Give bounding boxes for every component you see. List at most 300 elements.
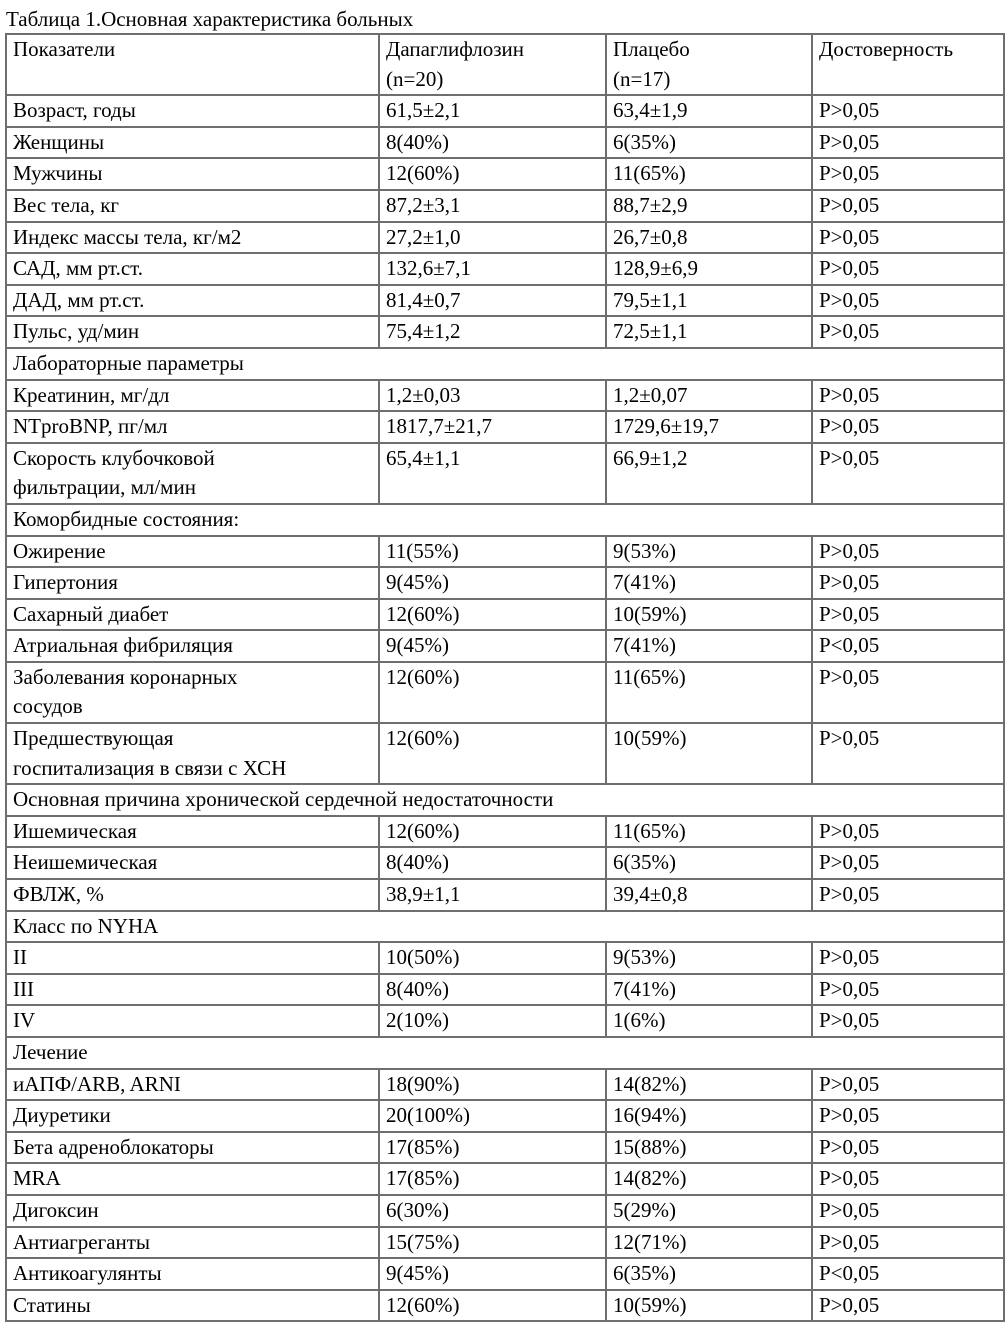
indicator-cell-text: САД, мм рт.ст.	[13, 256, 144, 281]
indicator-cell	[6, 443, 379, 504]
table-row	[6, 662, 1004, 723]
dapagliflozin-cell-text: 75,4±1,2	[386, 319, 461, 344]
significance-cell-text: P>0,05	[819, 224, 880, 249]
section-heading	[6, 1037, 1004, 1069]
placebo-cell-text: 7(41%)	[613, 570, 676, 595]
dapagliflozin-cell-text: 12(60%)	[386, 1292, 460, 1317]
table-row	[6, 599, 1004, 631]
placebo-cell-text: 128,9±6,9	[613, 256, 699, 281]
placebo-cell	[606, 316, 812, 348]
dapagliflozin-cell	[379, 380, 606, 412]
header-indicators-label: Показатели	[13, 37, 116, 61]
indicator-cell	[6, 1005, 379, 1037]
placebo-cell	[606, 1227, 812, 1259]
significance-cell	[812, 662, 1004, 723]
placebo-cell	[606, 662, 812, 723]
significance-cell-text: P>0,05	[819, 1134, 880, 1159]
significance-cell	[812, 599, 1004, 631]
placebo-cell	[606, 1100, 812, 1132]
significance-cell-text: P>0,05	[819, 129, 880, 154]
significance-cell	[812, 158, 1004, 190]
indicator-cell-text: Предшествующая	[13, 726, 174, 751]
placebo-cell	[606, 879, 812, 911]
placebo-cell-text: 16(94%)	[613, 1103, 687, 1128]
dapagliflozin-cell-text: 132,6±7,1	[386, 256, 472, 281]
indicator-cell	[6, 380, 379, 412]
table-row	[6, 974, 1004, 1006]
dapagliflozin-cell	[379, 974, 606, 1006]
indicator-cell	[6, 95, 379, 127]
significance-cell	[812, 253, 1004, 285]
significance-cell	[812, 630, 1004, 662]
dapagliflozin-cell	[379, 723, 606, 784]
dapagliflozin-cell-text: 1,2±0,03	[386, 382, 461, 407]
dapagliflozin-cell	[379, 942, 606, 974]
table-row	[6, 942, 1004, 974]
significance-cell	[812, 190, 1004, 222]
indicator-cell-text: III	[13, 976, 34, 1001]
placebo-cell-text: 14(82%)	[613, 1166, 687, 1191]
indicator-cell-text: Женщины	[13, 129, 105, 154]
dapagliflozin-cell	[379, 443, 606, 504]
dapagliflozin-cell	[379, 190, 606, 222]
significance-cell-text: P>0,05	[819, 664, 880, 689]
indicator-cell-text: Антиагреганты	[13, 1229, 151, 1254]
placebo-cell-text: 66,9±1,2	[613, 445, 688, 470]
significance-cell	[812, 1195, 1004, 1227]
significance-cell-text: P>0,05	[819, 1008, 880, 1033]
placebo-cell	[606, 190, 812, 222]
dapagliflozin-cell-text: 20(100%)	[386, 1103, 470, 1128]
dapagliflozin-cell	[379, 127, 606, 159]
dapagliflozin-cell	[379, 1290, 606, 1322]
section-row	[6, 348, 1004, 380]
dapagliflozin-cell	[379, 662, 606, 723]
table-row	[6, 1163, 1004, 1195]
placebo-cell-text: 5(29%)	[613, 1197, 676, 1222]
placebo-cell-text: 63,4±1,9	[613, 98, 688, 123]
dapagliflozin-cell	[379, 1132, 606, 1164]
dapagliflozin-cell	[379, 567, 606, 599]
indicator-cell-text: Статины	[13, 1292, 91, 1317]
indicator-cell-text: Возраст, годы	[13, 98, 136, 123]
significance-cell-text: P>0,05	[819, 414, 880, 439]
placebo-cell-text: 7(41%)	[613, 976, 676, 1001]
dapagliflozin-cell	[379, 411, 606, 443]
dapagliflozin-cell-text: 12(60%)	[386, 601, 460, 626]
section-heading	[6, 784, 1004, 816]
placebo-cell	[606, 567, 812, 599]
placebo-cell-text: 6(35%)	[613, 1261, 676, 1286]
section-row	[6, 911, 1004, 943]
indicator-cell	[6, 1100, 379, 1132]
dapagliflozin-cell-text: 27,2±1,0	[386, 224, 461, 249]
table-row	[6, 630, 1004, 662]
significance-cell-text: P>0,05	[819, 882, 880, 907]
dapagliflozin-cell-text: 8(40%)	[386, 976, 449, 1001]
significance-cell-text: P>0,05	[819, 726, 880, 751]
placebo-cell	[606, 1258, 812, 1290]
section-heading-text: Класс по NYHA	[13, 913, 159, 938]
significance-cell	[812, 974, 1004, 1006]
significance-cell-text: P>0,05	[819, 445, 880, 470]
indicator-cell	[6, 879, 379, 911]
dapagliflozin-cell	[379, 847, 606, 879]
patient-characteristics-table	[5, 33, 1005, 1322]
table-row	[6, 285, 1004, 317]
dapagliflozin-cell	[379, 1163, 606, 1195]
placebo-cell-text: 10(59%)	[613, 726, 687, 751]
placebo-cell-text: 6(35%)	[613, 850, 676, 875]
dapagliflozin-cell	[379, 599, 606, 631]
significance-cell-text: P>0,05	[819, 1071, 880, 1096]
significance-cell-text: P<0,05	[819, 633, 880, 658]
header-significance	[812, 34, 1004, 95]
placebo-cell-text: 11(65%)	[613, 818, 686, 843]
significance-cell-text: P>0,05	[819, 319, 880, 344]
dapagliflozin-cell	[379, 95, 606, 127]
section-heading-text: Коморбидные состояния:	[13, 506, 240, 531]
placebo-cell-text: 14(82%)	[613, 1071, 687, 1096]
section-heading	[6, 348, 1004, 380]
dapagliflozin-cell-text: 18(90%)	[386, 1071, 460, 1096]
indicator-cell	[6, 723, 379, 784]
indicator-cell	[6, 974, 379, 1006]
placebo-cell	[606, 443, 812, 504]
dapagliflozin-cell-text: 17(85%)	[386, 1166, 460, 1191]
significance-cell-text: P>0,05	[819, 818, 880, 843]
dapagliflozin-cell	[379, 253, 606, 285]
significance-cell	[812, 380, 1004, 412]
dapagliflozin-cell	[379, 316, 606, 348]
header-significance-label: Достоверность	[819, 37, 954, 61]
header-dapagliflozin-n: (n=20)	[386, 66, 444, 91]
indicator-cell-text: госпитализация в связи с ХСН	[13, 755, 287, 780]
significance-cell	[812, 316, 1004, 348]
significance-cell-text: P>0,05	[819, 161, 880, 186]
significance-cell-text: P>0,05	[819, 945, 880, 970]
indicator-cell	[6, 316, 379, 348]
indicator-cell	[6, 816, 379, 848]
table-row	[6, 411, 1004, 443]
indicator-cell	[6, 942, 379, 974]
significance-cell	[812, 942, 1004, 974]
indicator-cell-text: IV	[13, 1008, 36, 1033]
placebo-cell	[606, 974, 812, 1006]
placebo-cell-text: 72,5±1,1	[613, 319, 688, 344]
dapagliflozin-cell	[379, 1227, 606, 1259]
dapagliflozin-cell	[379, 1100, 606, 1132]
section-row	[6, 1037, 1004, 1069]
dapagliflozin-cell-text: 1817,7±21,7	[386, 414, 493, 439]
section-heading-text: Лечение	[13, 1040, 88, 1064]
indicator-cell-text: Атриальная фибриляция	[13, 633, 233, 658]
indicator-cell	[6, 1290, 379, 1322]
indicator-cell	[6, 222, 379, 254]
significance-cell	[812, 1100, 1004, 1132]
header-indicators	[6, 34, 379, 95]
significance-cell-text: P>0,05	[819, 287, 880, 312]
table-row	[6, 1258, 1004, 1290]
table-row	[6, 1069, 1004, 1101]
placebo-cell	[606, 158, 812, 190]
significance-cell	[812, 411, 1004, 443]
placebo-cell	[606, 942, 812, 974]
indicator-cell	[6, 1132, 379, 1164]
placebo-cell-text: 7(41%)	[613, 633, 676, 658]
significance-cell	[812, 127, 1004, 159]
placebo-cell-text: 12(71%)	[613, 1229, 687, 1254]
table-row	[6, 127, 1004, 159]
indicator-cell	[6, 599, 379, 631]
significance-cell	[812, 1005, 1004, 1037]
placebo-cell	[606, 411, 812, 443]
placebo-cell	[606, 816, 812, 848]
indicator-cell	[6, 190, 379, 222]
header-placebo-n: (n=17)	[613, 66, 671, 91]
dapagliflozin-cell-text: 6(30%)	[386, 1197, 449, 1222]
indicator-cell-text: II	[13, 945, 27, 970]
table-row	[6, 316, 1004, 348]
significance-cell	[812, 1163, 1004, 1195]
indicator-cell-text: Вес тела, кг	[13, 192, 120, 217]
table-row	[6, 1290, 1004, 1322]
significance-cell	[812, 1069, 1004, 1101]
placebo-cell-text: 26,7±0,8	[613, 224, 688, 249]
significance-cell	[812, 567, 1004, 599]
dapagliflozin-cell-text: 87,2±3,1	[386, 192, 461, 217]
indicator-cell-text: ФВЛЖ, %	[13, 882, 104, 907]
indicator-cell-text: Индекс массы тела, кг/м2	[13, 224, 242, 249]
placebo-cell-text: 15(88%)	[613, 1134, 687, 1159]
dapagliflozin-cell-text: 15(75%)	[386, 1229, 460, 1254]
indicator-cell-text: Дигоксин	[13, 1197, 99, 1222]
dapagliflozin-cell-text: 12(60%)	[386, 726, 460, 751]
dapagliflozin-cell-text: 11(55%)	[386, 538, 459, 563]
significance-cell	[812, 1227, 1004, 1259]
placebo-cell-text: 9(53%)	[613, 945, 676, 970]
indicator-cell-text: Ожирение	[13, 538, 106, 563]
dapagliflozin-cell-text: 61,5±2,1	[386, 98, 461, 123]
dapagliflozin-cell-text: 2(10%)	[386, 1008, 449, 1033]
indicator-cell	[6, 253, 379, 285]
indicator-cell	[6, 567, 379, 599]
significance-cell-text: P>0,05	[819, 1292, 880, 1317]
dapagliflozin-cell-text: 8(40%)	[386, 850, 449, 875]
dapagliflozin-cell-text: 9(45%)	[386, 1261, 449, 1286]
dapagliflozin-cell	[379, 1195, 606, 1227]
dapagliflozin-cell-text: 8(40%)	[386, 129, 449, 154]
table-row	[6, 1227, 1004, 1259]
table-row	[6, 190, 1004, 222]
significance-cell-text: P>0,05	[819, 1103, 880, 1128]
table-row	[6, 222, 1004, 254]
placebo-cell	[606, 1132, 812, 1164]
dapagliflozin-cell-text: 38,9±1,1	[386, 882, 461, 907]
table-row	[6, 1195, 1004, 1227]
placebo-cell	[606, 847, 812, 879]
indicator-cell	[6, 1163, 379, 1195]
table-row	[6, 95, 1004, 127]
indicator-cell	[6, 1258, 379, 1290]
placebo-cell	[606, 1290, 812, 1322]
table-row	[6, 816, 1004, 848]
indicator-cell	[6, 847, 379, 879]
table-row	[6, 158, 1004, 190]
table-row	[6, 879, 1004, 911]
significance-cell	[812, 285, 1004, 317]
significance-cell-text: P>0,05	[819, 98, 880, 123]
table-row	[6, 536, 1004, 568]
placebo-cell	[606, 380, 812, 412]
indicator-cell	[6, 662, 379, 723]
significance-cell	[812, 443, 1004, 504]
significance-cell-text: P>0,05	[819, 850, 880, 875]
significance-cell-text: P>0,05	[819, 192, 880, 217]
placebo-cell	[606, 285, 812, 317]
dapagliflozin-cell-text: 12(60%)	[386, 161, 460, 186]
significance-cell-text: P>0,05	[819, 1229, 880, 1254]
dapagliflozin-cell	[379, 1005, 606, 1037]
indicator-cell-text: Пульс, уд/мин	[13, 319, 140, 344]
significance-cell-text: P<0,05	[819, 1261, 880, 1286]
significance-cell-text: P>0,05	[819, 570, 880, 595]
indicator-cell-text: MRA	[13, 1166, 61, 1191]
dapagliflozin-cell	[379, 1069, 606, 1101]
indicator-cell	[6, 1195, 379, 1227]
indicator-cell-text: Бета адреноблокаторы	[13, 1134, 214, 1159]
dapagliflozin-cell	[379, 879, 606, 911]
indicator-cell-text: NTproBNP, пг/мл	[13, 414, 168, 439]
header-dapagliflozin-label: Дапаглифлозин	[386, 37, 525, 61]
placebo-cell	[606, 599, 812, 631]
placebo-cell-text: 10(59%)	[613, 601, 687, 626]
significance-cell	[812, 1132, 1004, 1164]
placebo-cell	[606, 222, 812, 254]
dapagliflozin-cell-text: 65,4±1,1	[386, 445, 461, 470]
indicator-cell	[6, 285, 379, 317]
indicator-cell-text: Мужчины	[13, 161, 103, 186]
significance-cell	[812, 95, 1004, 127]
dapagliflozin-cell-text: 17(85%)	[386, 1134, 460, 1159]
significance-cell-text: P>0,05	[819, 1166, 880, 1191]
section-row	[6, 784, 1004, 816]
table-row	[6, 567, 1004, 599]
table-row	[6, 1132, 1004, 1164]
placebo-cell-text: 11(65%)	[613, 161, 686, 186]
placebo-cell	[606, 127, 812, 159]
section-heading	[6, 911, 1004, 943]
significance-cell-text: P>0,05	[819, 538, 880, 563]
placebo-cell	[606, 253, 812, 285]
table-row	[6, 1005, 1004, 1037]
table-row	[6, 1100, 1004, 1132]
placebo-cell-text: 39,4±0,8	[613, 882, 688, 907]
significance-cell	[812, 816, 1004, 848]
dapagliflozin-cell	[379, 1258, 606, 1290]
section-heading	[6, 504, 1004, 536]
table-row	[6, 380, 1004, 412]
placebo-cell	[606, 1005, 812, 1037]
dapagliflozin-cell-text: 9(45%)	[386, 570, 449, 595]
significance-cell-text: P>0,05	[819, 382, 880, 407]
header-dapagliflozin	[379, 34, 606, 95]
indicator-cell-text: Антикоагулянты	[13, 1261, 162, 1286]
dapagliflozin-cell	[379, 630, 606, 662]
placebo-cell	[606, 1163, 812, 1195]
dapagliflozin-cell	[379, 222, 606, 254]
dapagliflozin-cell	[379, 816, 606, 848]
significance-cell-text: P>0,05	[819, 1197, 880, 1222]
placebo-cell	[606, 1195, 812, 1227]
indicator-cell	[6, 536, 379, 568]
indicator-cell	[6, 158, 379, 190]
dapagliflozin-cell-text: 12(60%)	[386, 818, 460, 843]
table-header-row	[6, 34, 1004, 95]
indicator-cell-text: Сахарный диабет	[13, 601, 169, 626]
placebo-cell-text: 11(65%)	[613, 664, 686, 689]
dapagliflozin-cell	[379, 158, 606, 190]
dapagliflozin-cell-text: 12(60%)	[386, 664, 460, 689]
dapagliflozin-cell-text: 10(50%)	[386, 945, 460, 970]
significance-cell-text: P>0,05	[819, 256, 880, 281]
significance-cell	[812, 536, 1004, 568]
dapagliflozin-cell	[379, 536, 606, 568]
placebo-cell-text: 6(35%)	[613, 129, 676, 154]
significance-cell	[812, 1258, 1004, 1290]
significance-cell	[812, 847, 1004, 879]
placebo-cell	[606, 1069, 812, 1101]
indicator-cell-text: Ишемическая	[13, 818, 137, 843]
indicator-cell-text: Заболевания коронарных	[13, 664, 238, 689]
indicator-cell-text: ДАД, мм рт.ст.	[13, 287, 145, 312]
placebo-cell-text: 79,5±1,1	[613, 287, 688, 312]
section-row	[6, 504, 1004, 536]
indicator-cell-text: Скорость клубочковой	[13, 445, 215, 470]
section-heading-text: Основная причина хронической сердечной недостаточности	[13, 787, 554, 812]
placebo-cell-text: 1729,6±19,7	[613, 414, 720, 439]
indicator-cell-text: иАПФ/ARB, ARNI	[13, 1071, 181, 1096]
table-caption: Таблица 1.Основная характеристика больных	[6, 7, 414, 31]
indicator-cell	[6, 411, 379, 443]
placebo-cell-text: 1(6%)	[613, 1008, 666, 1033]
significance-cell	[812, 879, 1004, 911]
dapagliflozin-cell-text: 81,4±0,7	[386, 287, 461, 312]
indicator-cell-text: фильтрации, мл/мин	[13, 475, 196, 500]
header-placebo	[606, 34, 812, 95]
indicator-cell-text: Диуретики	[13, 1103, 111, 1128]
indicator-cell-text: сосудов	[13, 694, 83, 719]
indicator-cell-text: Креатинин, мг/дл	[13, 382, 170, 407]
section-heading-text: Лабораторные параметры	[13, 350, 244, 375]
indicator-cell	[6, 127, 379, 159]
placebo-cell-text: 10(59%)	[613, 1292, 687, 1317]
header-placebo-label: Плацебо	[613, 37, 690, 61]
dapagliflozin-cell-text: 9(45%)	[386, 633, 449, 658]
placebo-cell	[606, 630, 812, 662]
table-row	[6, 847, 1004, 879]
indicator-cell-text: Гипертония	[13, 570, 118, 595]
table-row	[6, 443, 1004, 504]
significance-cell	[812, 723, 1004, 784]
placebo-cell	[606, 536, 812, 568]
significance-cell-text: P>0,05	[819, 976, 880, 1001]
placebo-cell-text: 1,2±0,07	[613, 382, 688, 407]
indicator-cell	[6, 630, 379, 662]
indicator-cell	[6, 1069, 379, 1101]
placebo-cell	[606, 95, 812, 127]
table-row	[6, 723, 1004, 784]
